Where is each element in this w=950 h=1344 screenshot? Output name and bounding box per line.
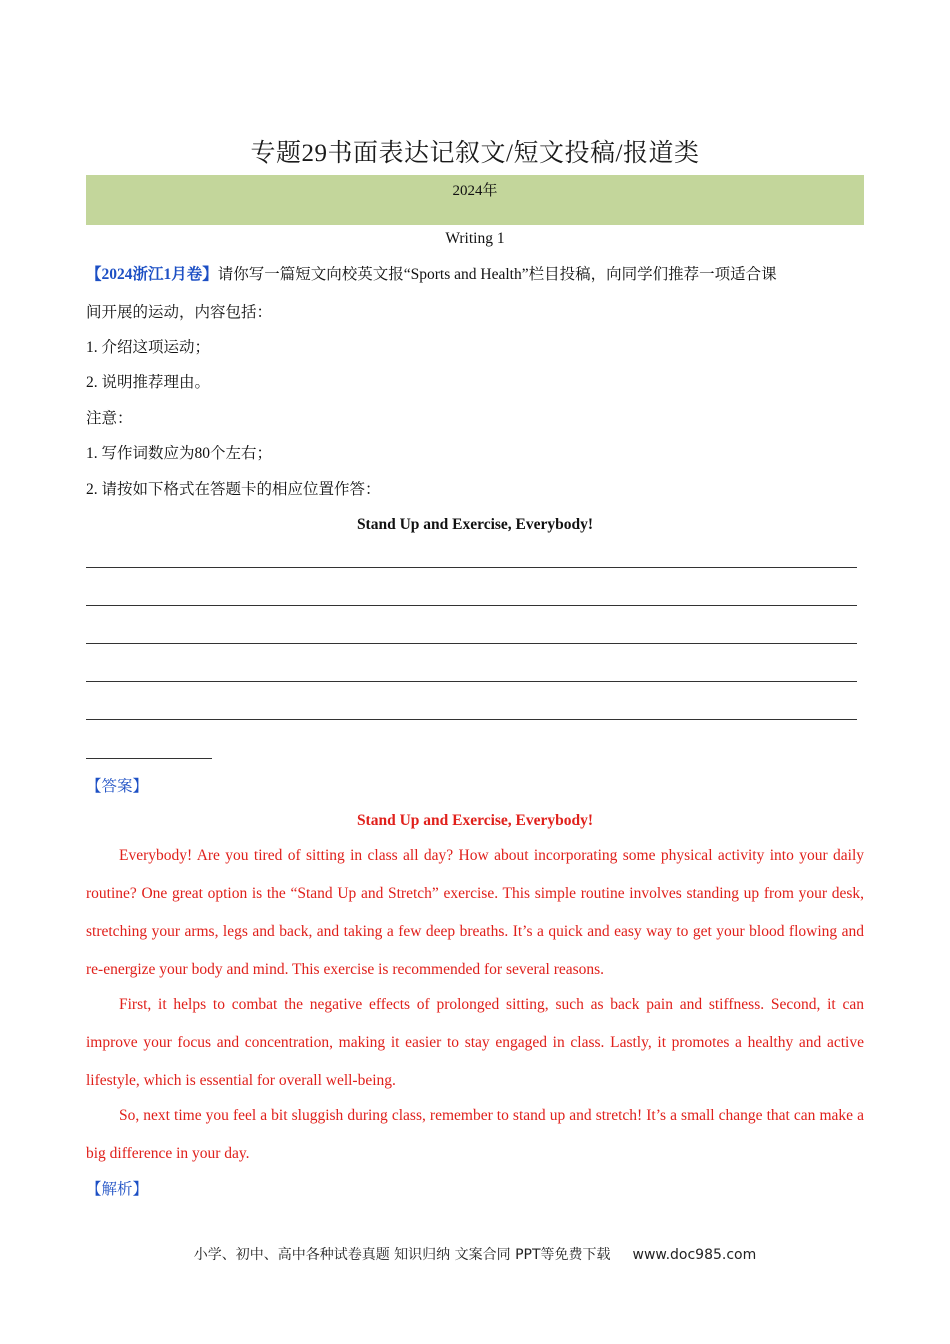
page-title: 专题29书面表达记叙文/短文投稿/报道类 <box>250 140 700 167</box>
content-item-2: 2. 说明推荐理由。 <box>86 374 211 391</box>
note-item-1: 1. 写作词数应为80个左右； <box>86 445 273 462</box>
answer-paragraph-3: So, next time you feel a bit sluggish during class, remember to stand up and stretch! It’s a small change that can make a big difference in your day. <box>86 1107 864 1162</box>
answer-line <box>86 567 857 568</box>
question-prompt-continued: 间开展的运动，内容包括： <box>86 304 273 321</box>
answer-line-short <box>86 758 212 759</box>
question-prompt: 请你写一篇短文向校英文报“Sports and Health”栏目投稿，向同学们推荐一项适合课 <box>217 266 777 283</box>
analysis-label: 【解析】 <box>86 1181 149 1198</box>
page-footer <box>0 1244 950 1264</box>
year-band <box>86 175 864 225</box>
footer-text: 小学、初中、高中各种试卷真题 知识归纳 文案合同 PPT等免费下载 <box>193 1247 611 1263</box>
year-label: 2024年 <box>452 183 498 199</box>
answer-paragraph-1: Everybody! Are you tired of sitting in class all day? How about incorporating some physical activity into your daily routine? One great option is the “Stand Up and Stretch” exercise. This simple routine involves standing up from your desk, stretching your arms, legs and back, and taking a few deep breaths. It’s a quick and easy way to get your blood flowing and re-energize your body and mind. This exercise is recommended for several reasons. <box>86 847 864 978</box>
answer-line <box>86 719 857 720</box>
note-label: 注意： <box>86 410 133 427</box>
essay-title: Stand Up and Exercise, Everybody! <box>356 516 594 533</box>
answer-line <box>86 681 857 682</box>
question-prompt-line <box>86 265 864 285</box>
question-source: 【2024浙江1月卷】 <box>86 266 218 283</box>
content-item-1: 1. 介绍这项运动； <box>86 339 211 356</box>
answer-paragraph-2: First, it helps to combat the negative effects of prolonged sitting, such as back pain and stiffness. Second, it can improve your focus and concentration, making it easier to stay engaged in class. Lastly, it promotes a healthy and active lifestyle, which is essential for overall well-being. <box>86 996 864 1089</box>
section-label: Writing 1 <box>445 230 505 247</box>
note-item-2: 2. 请按如下格式在答题卡的相应位置作答： <box>86 481 381 498</box>
footer-url[interactable]: www.doc985.com <box>632 1247 757 1263</box>
answer-line <box>86 643 857 644</box>
answer-line <box>86 605 857 606</box>
answer-title: Stand Up and Exercise, Everybody! <box>356 812 594 829</box>
answer-label: 【答案】 <box>86 778 149 795</box>
